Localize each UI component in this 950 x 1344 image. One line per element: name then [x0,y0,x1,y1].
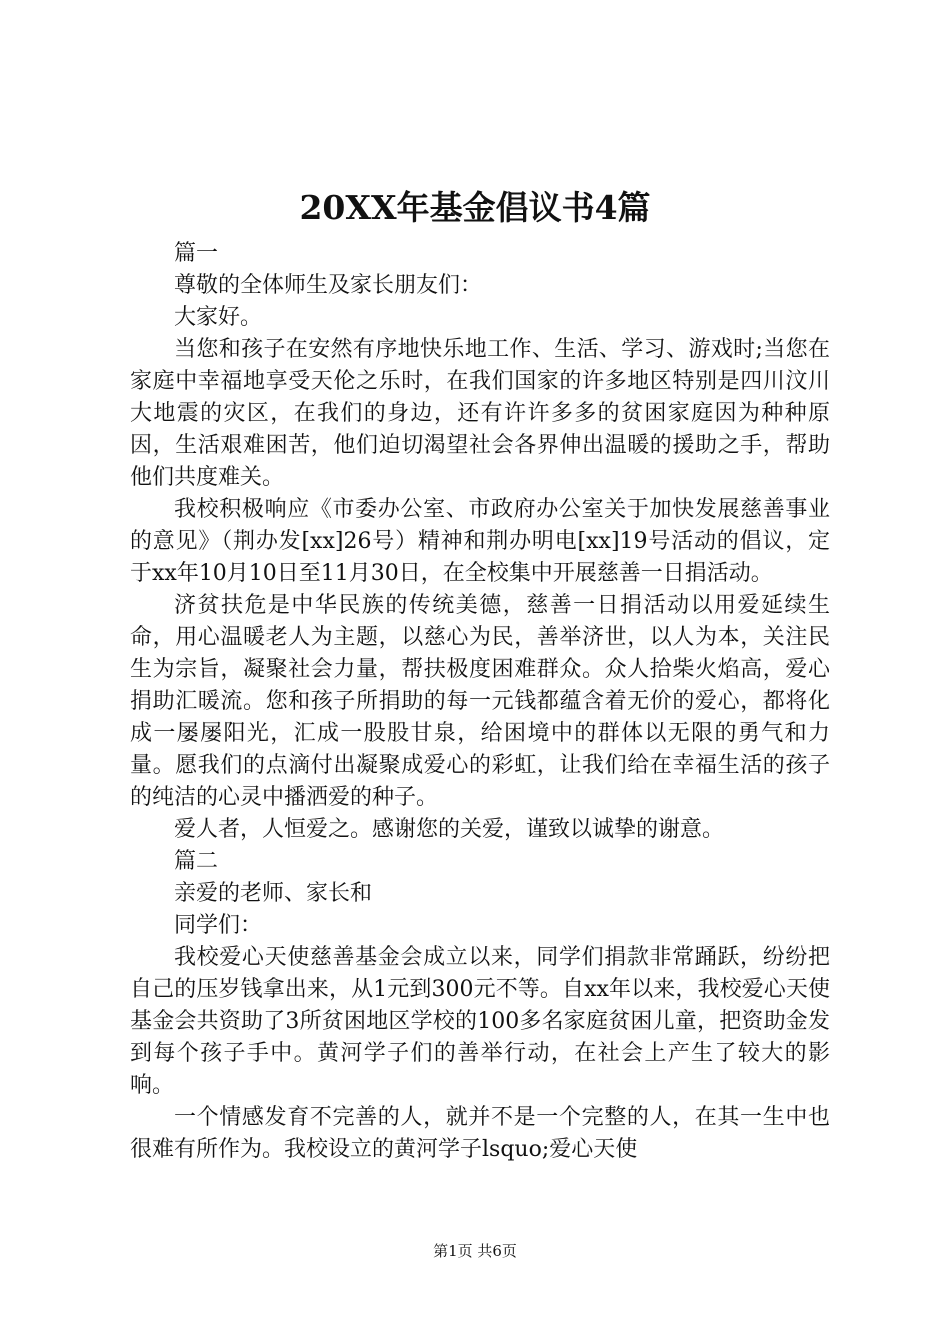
paragraph: 亲爱的老师、家长和 [174,881,373,906]
paragraph: 我校积极响应《市委办公室、市政府办公室关于加快发展慈善事业的意见》（荆办发[xx]26号）精神和荆办明电[xx]19号活动的倡议，定于xx年10月10日至11月30日，在全校集中开展慈善一日捐活动。 [130,497,830,586]
paragraph: 我校爱心天使慈善基金会成立以来，同学们捐款非常踊跃，纷纷把自己的压岁钱拿出来，从1元到300元不等。自xx年以来，我校爱心天使基金会共资助了3所贫困地区学校的100多名家庭贫困儿童，把资助金发到每个孩子手中。黄河学子们的善举行动，在社会上产生了较大的影响。 [130,945,830,1098]
paragraph: 济贫扶危是中华民族的传统美德，慈善一日捐活动以用爱延续生命，用心温暖老人为主题，以慈心为民，善举济世，以人为本，关注民生为宗旨，凝聚社会力量，帮扶极度困难群众。众人拾柴火焰高，爱心捐助汇暖流。您和孩子所捐助的每一元钱都蕴含着无价的爱心，都将化成一屡屡阳光，汇成一股股甘泉，给困境中的群体以无限的勇气和力量。愿我们的点滴付出凝聚成爱心的彩虹，让我们给在幸福生活的孩子的纯洁的心灵中播洒爱的种子。 [130,593,830,810]
paragraph: 尊敬的全体师生及家长朋友们： [174,273,483,298]
paragraph: 篇二 [174,849,219,874]
page-number-footer: 第1页 共6页 [433,1242,517,1260]
paragraph: 爱人者，人恒爱之。感谢您的关爱，谨致以诚挚的谢意。 [174,817,725,842]
paragraph: 篇一 [174,241,219,266]
paragraph: 当您和孩子在安然有序地快乐地工作、生活、学习、游戏时;当您在家庭中幸福地享受天伦之乐时，在我们国家的许多地区特别是四川汶川大地震的灾区，在我们的身边，还有许许多多的贫困家庭因为种种原因，生活艰难困苦，他们迫切渴望社会各界伸出温暖的援助之手，帮助他们共度难关。 [130,337,830,490]
document-body [130,238,830,1166]
paragraph: 一个情感发育不完善的人，就并不是一个完整的人，在其一生中也很难有所作为。我校设立的黄河学子lsquo;爱心天使 [130,1105,830,1162]
paragraph: 大家好。 [174,305,263,330]
document-title: 20XX年基金倡议书4篇 [299,188,651,227]
paragraph: 同学们： [174,913,263,938]
